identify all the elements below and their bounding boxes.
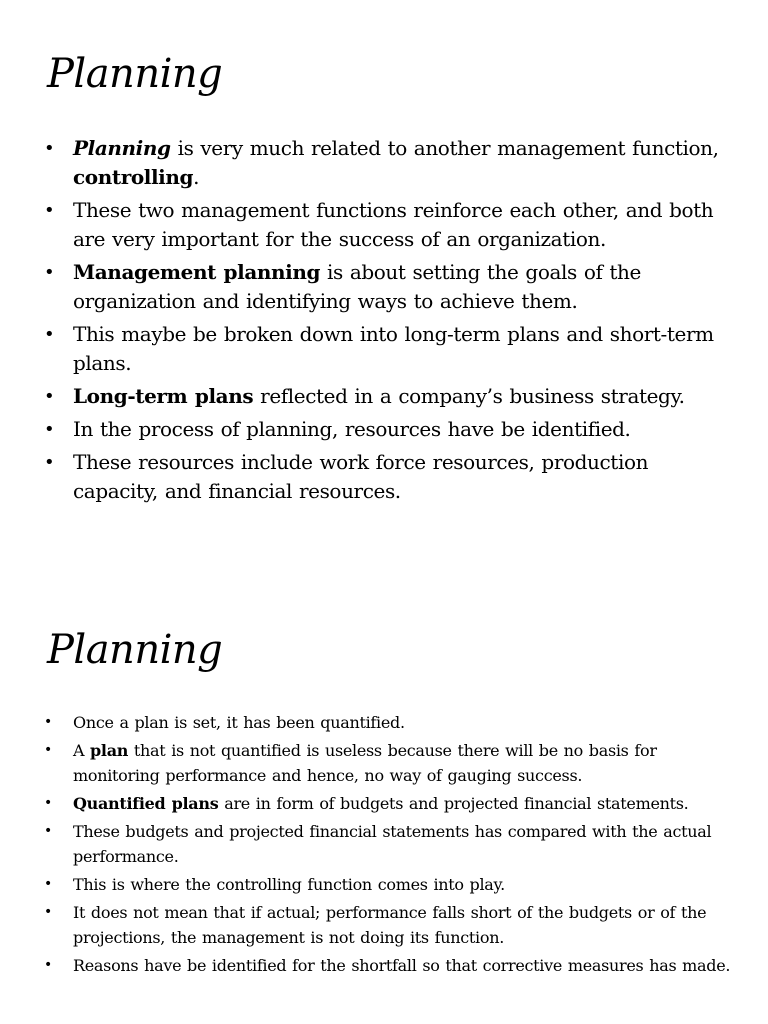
bullet-text: A (73, 741, 91, 760)
bullet-text: is about setting the goals of the organization and identifying ways to achieve them. (73, 260, 641, 313)
bullet-text: These budgets and projected financial statements has compared with the actual performance. (73, 822, 712, 866)
bullet-dot-icon: • (44, 904, 52, 920)
bullet-dot-icon: • (44, 876, 52, 892)
emphasis-text: Quantified plans (73, 794, 219, 813)
bullet-text: This maybe be broken down into long-term plans and short-term plans. (73, 322, 714, 375)
slide-title: Planning (47, 51, 223, 97)
bullet-dot-icon: • (44, 452, 55, 473)
bullet-item (44, 320, 734, 378)
bullet-item (44, 448, 734, 506)
bullet-dot-icon: • (44, 200, 55, 221)
bullet-item (44, 872, 734, 897)
bullet-text: reflected in a company’s business strategy. (253, 384, 685, 408)
bullet-dot-icon: • (44, 324, 55, 345)
bullet-dot-icon: • (44, 823, 52, 839)
bullet-text: In the process of planning, resources have be identified. (73, 417, 631, 441)
bullet-list (44, 710, 734, 981)
bullet-dot-icon: • (44, 262, 55, 283)
emphasis-text: controlling (73, 165, 194, 189)
bullet-dot-icon: • (44, 419, 55, 440)
bullet-item (44, 415, 734, 444)
bullet-list (44, 134, 734, 510)
bullet-text: are in form of budgets and projected financial statements. (218, 794, 689, 813)
bullet-text: . (193, 165, 200, 189)
bullet-text: These two management functions reinforce each other, and both are very important for the success of an organization. (73, 198, 714, 251)
bullet-text: is very much related to another management function, (170, 136, 719, 160)
bullet-item (44, 382, 734, 411)
bullet-dot-icon: • (44, 957, 52, 973)
bullet-dot-icon: • (44, 386, 55, 407)
slide-2 (0, 576, 768, 1024)
emphasis-text: plan (90, 741, 129, 760)
bullet-item (44, 819, 734, 869)
bullet-text: It does not mean that if actual; performance falls short of the budgets or of the projections, the management is not doing its function. (73, 903, 707, 947)
bullet-dot-icon: • (44, 714, 52, 730)
bullet-text: These resources include work force resources, production capacity, and financial resources. (73, 450, 649, 503)
slide-title: Planning (47, 627, 223, 673)
bullet-item (44, 134, 734, 192)
bullet-item (44, 710, 734, 735)
bullet-dot-icon: • (44, 742, 52, 758)
emphasis-text: Planning (73, 136, 171, 160)
bullet-text: This is where the controlling function comes into play. (73, 875, 505, 894)
bullet-item (44, 258, 734, 316)
bullet-dot-icon: • (44, 138, 55, 159)
bullet-dot-icon: • (44, 795, 52, 811)
bullet-text: Reasons have be identified for the shortfall so that corrective measures has made. (73, 956, 731, 975)
bullet-item (44, 953, 734, 978)
bullet-text: that is not quantified is useless because there will be no basis for monitoring performance and hence, no way of gauging success. (73, 741, 657, 785)
emphasis-text: Management planning (73, 260, 321, 284)
emphasis-text: Long-term plans (73, 384, 254, 408)
bullet-item (44, 196, 734, 254)
bullet-text: Once a plan is set, it has been quantified. (73, 713, 405, 732)
bullet-item (44, 791, 734, 816)
bullet-item (44, 738, 734, 788)
bullet-item (44, 900, 734, 950)
